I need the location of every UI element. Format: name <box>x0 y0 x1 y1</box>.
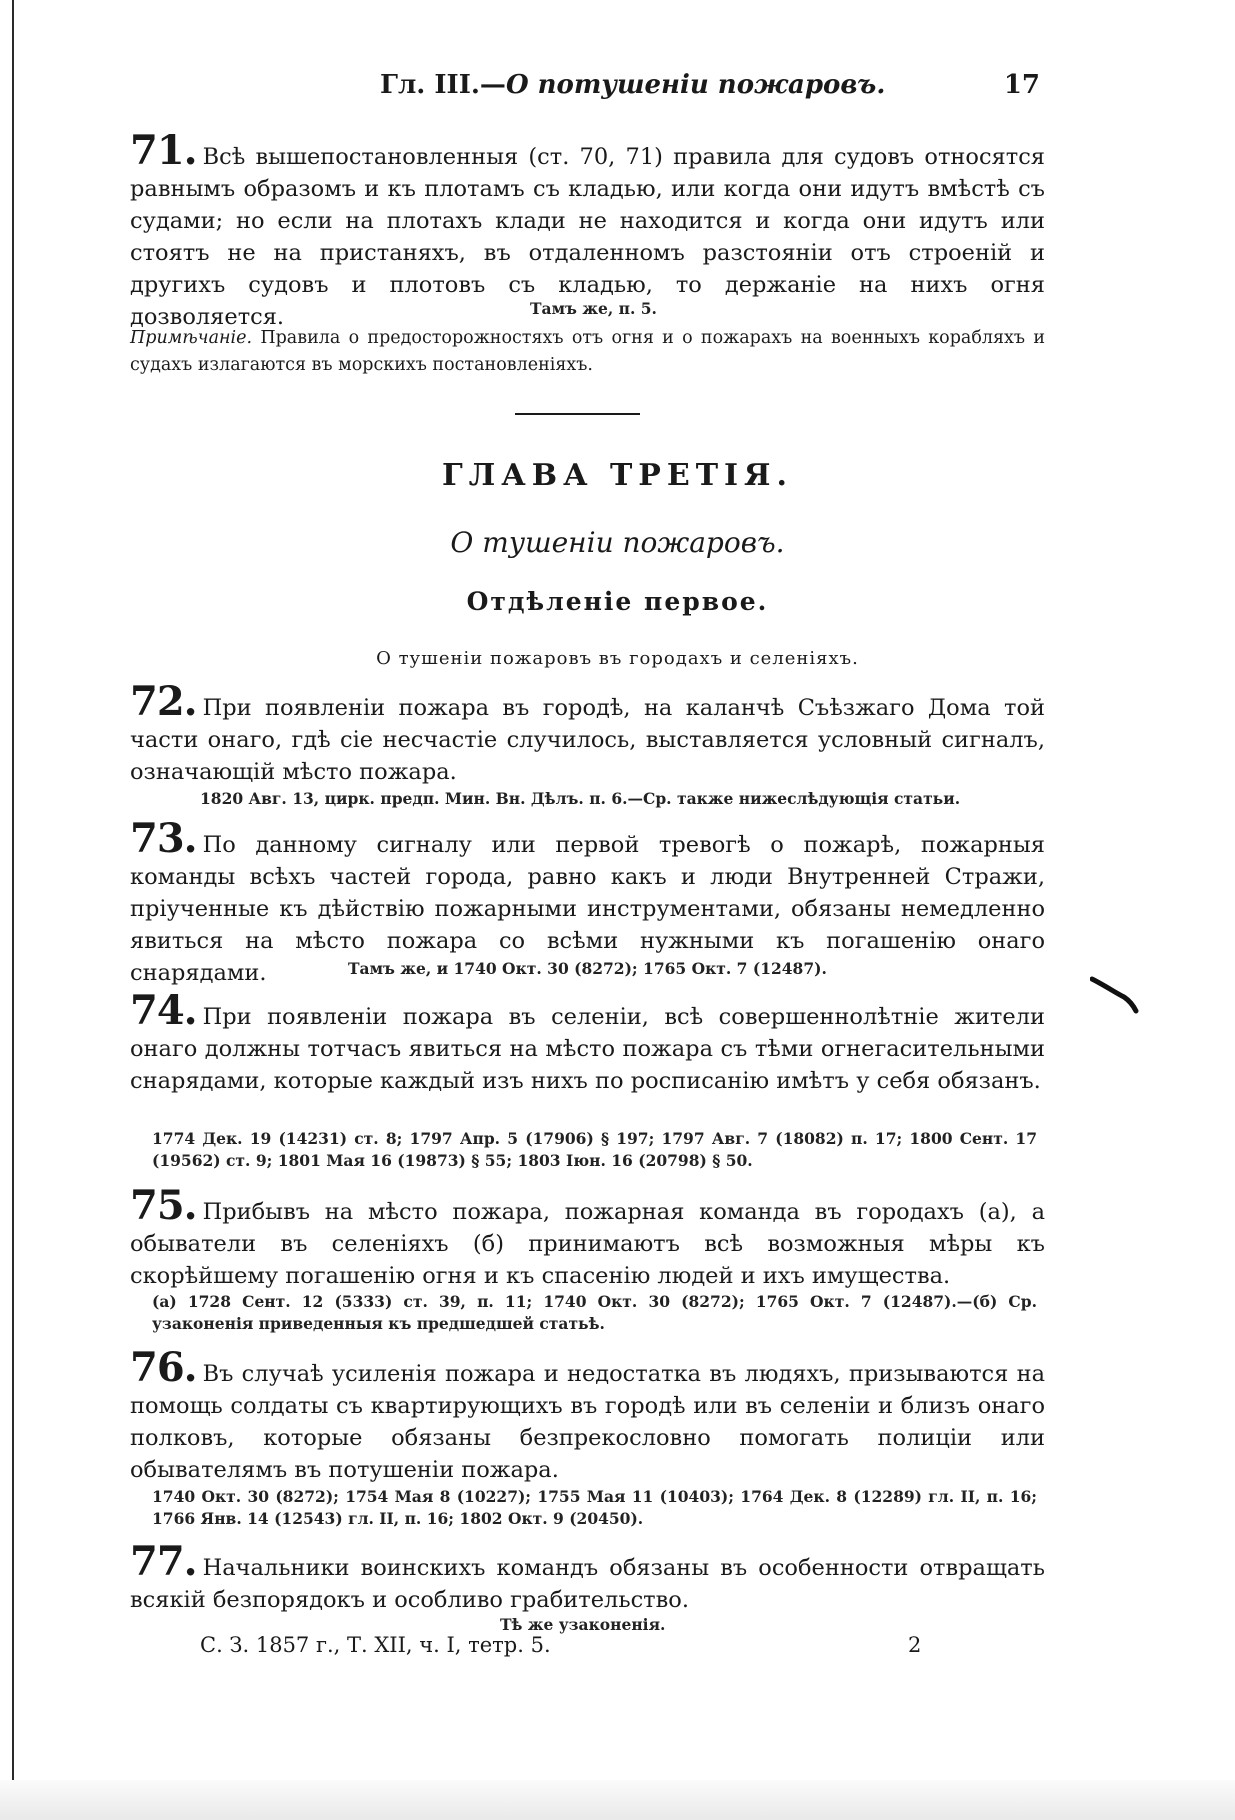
article-source: Тамъ же, и 1740 Окт. 30 (8272); 1765 Окт. 7 (12487). <box>348 959 827 978</box>
article-75 <box>130 1182 1045 1292</box>
article-number: 75. <box>130 1182 197 1229</box>
article-source: 1774 Дек. 19 (14231) ст. 8; 1797 Апр. 5 (17906) § 197; 1797 Авг. 7 (18082) п. 17; 1800 Сент. 17 (19562) ст. 9; 1801 Мая 16 (19873) § 55; 1803 Іюн. 16 (20798) § 50. <box>152 1129 1037 1170</box>
article-number: 74. <box>130 987 197 1034</box>
page-bottom-edge <box>0 1780 1235 1820</box>
article-number: 76. <box>130 1344 197 1391</box>
article-74 <box>130 987 1045 1097</box>
article-text: Прибывъ на мѣсто пожара, пожарная команда въ городахъ (а), а обыватели въ селеніяхъ (б) принимаютъ всѣ возможныя мѣры къ скорѣйшему погашенію огня и къ спасенію людей и ихъ имущества. <box>130 1199 1045 1289</box>
article-number: 72. <box>130 678 197 725</box>
article-number: 77. <box>130 1538 197 1585</box>
article-text: Въ случаѣ усиленія пожара и недостатка въ людяхъ, призываются на помощь солдаты съ квартирующихъ въ городѣ или въ селеніи и близъ онаго полковъ, которые обязаны безпрекословно помогать полиціи или обывателямъ въ потушеніи пожара. <box>130 1361 1045 1483</box>
article-source: Тамъ же, п. 5. <box>530 299 657 318</box>
running-head-title: О потушеніи пожаровъ. <box>505 70 886 100</box>
article-text: Всѣ вышепостановленныя (ст. 70, 71) правила для судовъ относятся равнымъ образомъ и къ плотамъ съ кладью, или когда они идутъ вмѣстѣ съ судами; но если на плотахъ клади не находится и когда они идутъ или стоятъ не на пристаняхъ, въ отдаленномъ разстояніи отъ строеній и другихъ судовъ и плотовъ съ кладью, то держаніе на нихъ огня дозволяется. <box>130 144 1045 330</box>
article-77 <box>130 1538 1045 1616</box>
article-text: Начальники воинскихъ командъ обязаны въ особенности отвращать всякій безпорядокъ и особливо грабительство. <box>130 1555 1045 1613</box>
note <box>130 325 1045 379</box>
article-number: 73. <box>130 815 197 862</box>
article-source: Тѣ же узаконенія. <box>500 1615 666 1634</box>
page-number: 17 <box>1003 70 1040 100</box>
article-source: 1820 Авг. 13, цирк. предп. Мин. Вн. Дѣлъ. п. 6.—Ср. также нижеслѣдующія статьи. <box>200 789 961 808</box>
article-text: При появленіи пожара въ городѣ, на каланчѣ Съѣзжаго Дома той части онаго, гдѣ сіе несчастіе случилось, выставляется условный сигналъ, означающій мѣсто пожара. <box>130 695 1045 785</box>
article-source: (а) 1728 Сент. 12 (5333) ст. 39, п. 11; 1740 Окт. 30 (8272); 1765 Окт. 7 (12487).—(б) Ср. узаконенія приведенныя къ предшедшей статьѣ. <box>152 1292 1037 1333</box>
article-72 <box>130 678 1045 788</box>
note-text: Правила о предосторожностяхъ отъ огня и о пожарахъ на военныхъ корабляхъ и судахъ излагаются въ морскихъ постановленіяхъ. <box>130 328 1045 375</box>
article-number: 71. <box>130 127 197 174</box>
sheet-number: 2 <box>908 1633 922 1657</box>
chapter-title: ГЛАВА ТРЕТІЯ. <box>442 458 793 493</box>
page-edge <box>12 0 14 1790</box>
signature-mark: С. З. 1857 г., Т. XII, ч. I, тетр. 5. <box>200 1633 551 1657</box>
article-76 <box>130 1344 1045 1486</box>
divider-rule <box>515 413 640 415</box>
chapter-subtitle: О тушеніи пожаровъ. <box>450 526 785 559</box>
article-text: При появленіи пожара въ селеніи, всѣ совершеннолѣтніе жители онаго должны тотчасъ явиться на мѣсто пожара съ тѣми огнегасительными снарядами, которые каждый изъ нихъ по росписанію имѣтъ у себя обязанъ. <box>130 1004 1045 1094</box>
running-head <box>380 70 885 100</box>
page-header <box>130 70 1040 110</box>
running-head-prefix: Гл. III.— <box>380 70 506 100</box>
section-title: Отдѣленіе первое. <box>466 587 769 616</box>
note-label: Примѣчаніе. <box>130 328 253 348</box>
article-text: По данному сигналу или первой тревогѣ о пожарѣ, пожарныя команды всѣхъ частей города, равно какъ и люди Внутренней Стражи, пріученные къ дѣйствію пожарными инструментами, обязаны немедленно явиться на мѣсто пожара со всѣми нужными къ погашенію онаго снарядами. <box>130 832 1045 986</box>
ink-mark <box>1090 975 1140 1015</box>
section-subtitle: О тушеніи пожаровъ въ городахъ и селеніяхъ. <box>376 648 859 669</box>
article-source: 1740 Окт. 30 (8272); 1754 Мая 8 (10227); 1755 Мая 11 (10403); 1764 Дек. 8 (12289) гл. II, п. 16; 1766 Янв. 14 (12543) гл. II, п. 16; 1802 Окт. 9 (20450). <box>152 1487 1037 1528</box>
